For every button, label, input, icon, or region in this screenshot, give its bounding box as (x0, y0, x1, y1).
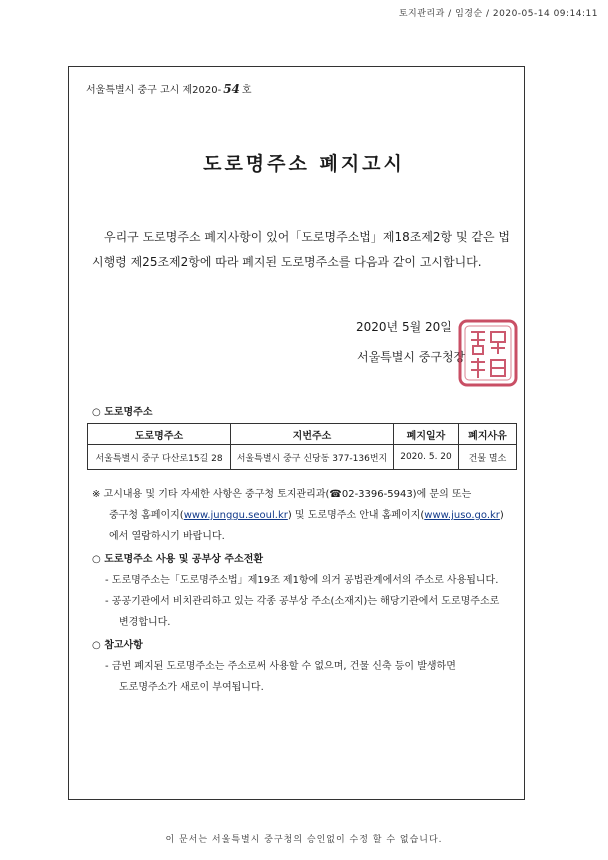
cell-abolish-date: 2020. 5. 20 (394, 445, 459, 470)
reference-item-line-1: - 금번 폐지된 도로명주소는 주소로써 사용할 수 없으며, 건물 신축 등이 발생하면 (105, 661, 456, 672)
column-header-lot-address: 지번주소 (231, 424, 394, 445)
table-header-row (88, 424, 517, 445)
usage-item-1: - 도로명주소는「도로명주소법」제19조 제1항에 의거 공법관계에서의 주소로 사용됩니다. (105, 575, 499, 586)
notice-number-handwritten: 54 (223, 82, 240, 96)
inquiry-note-line-1: ※ 고시내용 및 기타 자세한 사항은 중구청 토지관리과(☎02-3396-5943)에 문의 또는 (92, 489, 472, 500)
inquiry-note-line-2 (92, 505, 522, 526)
page-title: 도로명주소 폐지고시 (203, 153, 405, 175)
column-header-abolish-reason: 폐지사유 (459, 424, 517, 445)
inquiry-note-text-c: ) (499, 510, 504, 521)
usage-item-2-line-1: - 공공기관에서 비치관리하고 있는 각종 공부상 주소(소재지)는 해당기관에서 도로명주소로 (105, 596, 500, 607)
junggu-homepage-link[interactable]: www.junggu.seoul.kr (183, 510, 288, 521)
notice-number-prefix: 서울특별시 중구 고시 제2020- (86, 85, 222, 96)
juso-homepage-link[interactable]: www.juso.go.kr (424, 510, 500, 521)
cell-road-address: 서울특별시 중구 다산로15길 28 (88, 445, 231, 470)
inquiry-note-line-3: 에서 열람하시기 바랍니다. (109, 531, 225, 542)
inquiry-note-text-a: 중구청 홈페이지( (109, 510, 184, 521)
column-header-road-address: 도로명주소 (88, 424, 231, 445)
official-seal-icon (457, 318, 519, 388)
section-usage-heading: ○ 도로명주소 사용 및 공부상 주소전환 (92, 554, 264, 565)
section-road-address-heading: ○ 도로명주소 (92, 407, 153, 418)
reference-item-line-2: 도로명주소가 새로이 부여됩니다. (119, 682, 264, 693)
notice-date: 2020년 5월 20일 (356, 320, 452, 334)
notice-body (92, 225, 512, 275)
header-stamp: 토지관리과 / 임경순 / 2020-05-14 09:14:11 (398, 9, 598, 19)
table-row (88, 445, 517, 470)
section-reference-heading: ○ 참고사항 (92, 640, 143, 651)
footer-notice: 이 문서는 서울특별시 중구청의 승인없이 수정 할 수 없습니다. (165, 835, 443, 845)
notice-body-line-1: 우리구 도로명주소 폐지사항이 있어「도로명주소법」제18조제2항 및 같은 법 (104, 230, 510, 244)
issuer-name: 서울특별시 중구청장 (357, 350, 466, 364)
notice-number-suffix: 호 (241, 85, 252, 96)
usage-item-2-line-2: 변경합니다. (119, 617, 171, 628)
notice-body-line-2: 시행령 제25조제2항에 따라 폐지된 도로명주소를 다음과 같이 고시합니다. (92, 255, 482, 269)
cell-lot-address: 서울특별시 중구 신당동 377-136번지 (231, 445, 394, 470)
column-header-abolish-date: 폐지일자 (394, 424, 459, 445)
cell-abolish-reason: 건물 멸소 (459, 445, 517, 470)
abolished-address-table (87, 423, 517, 470)
notes-section (92, 484, 522, 698)
inquiry-note-text-b: ) 및 도로명주소 안내 홈페이지( (287, 510, 425, 521)
notice-number (86, 81, 252, 96)
